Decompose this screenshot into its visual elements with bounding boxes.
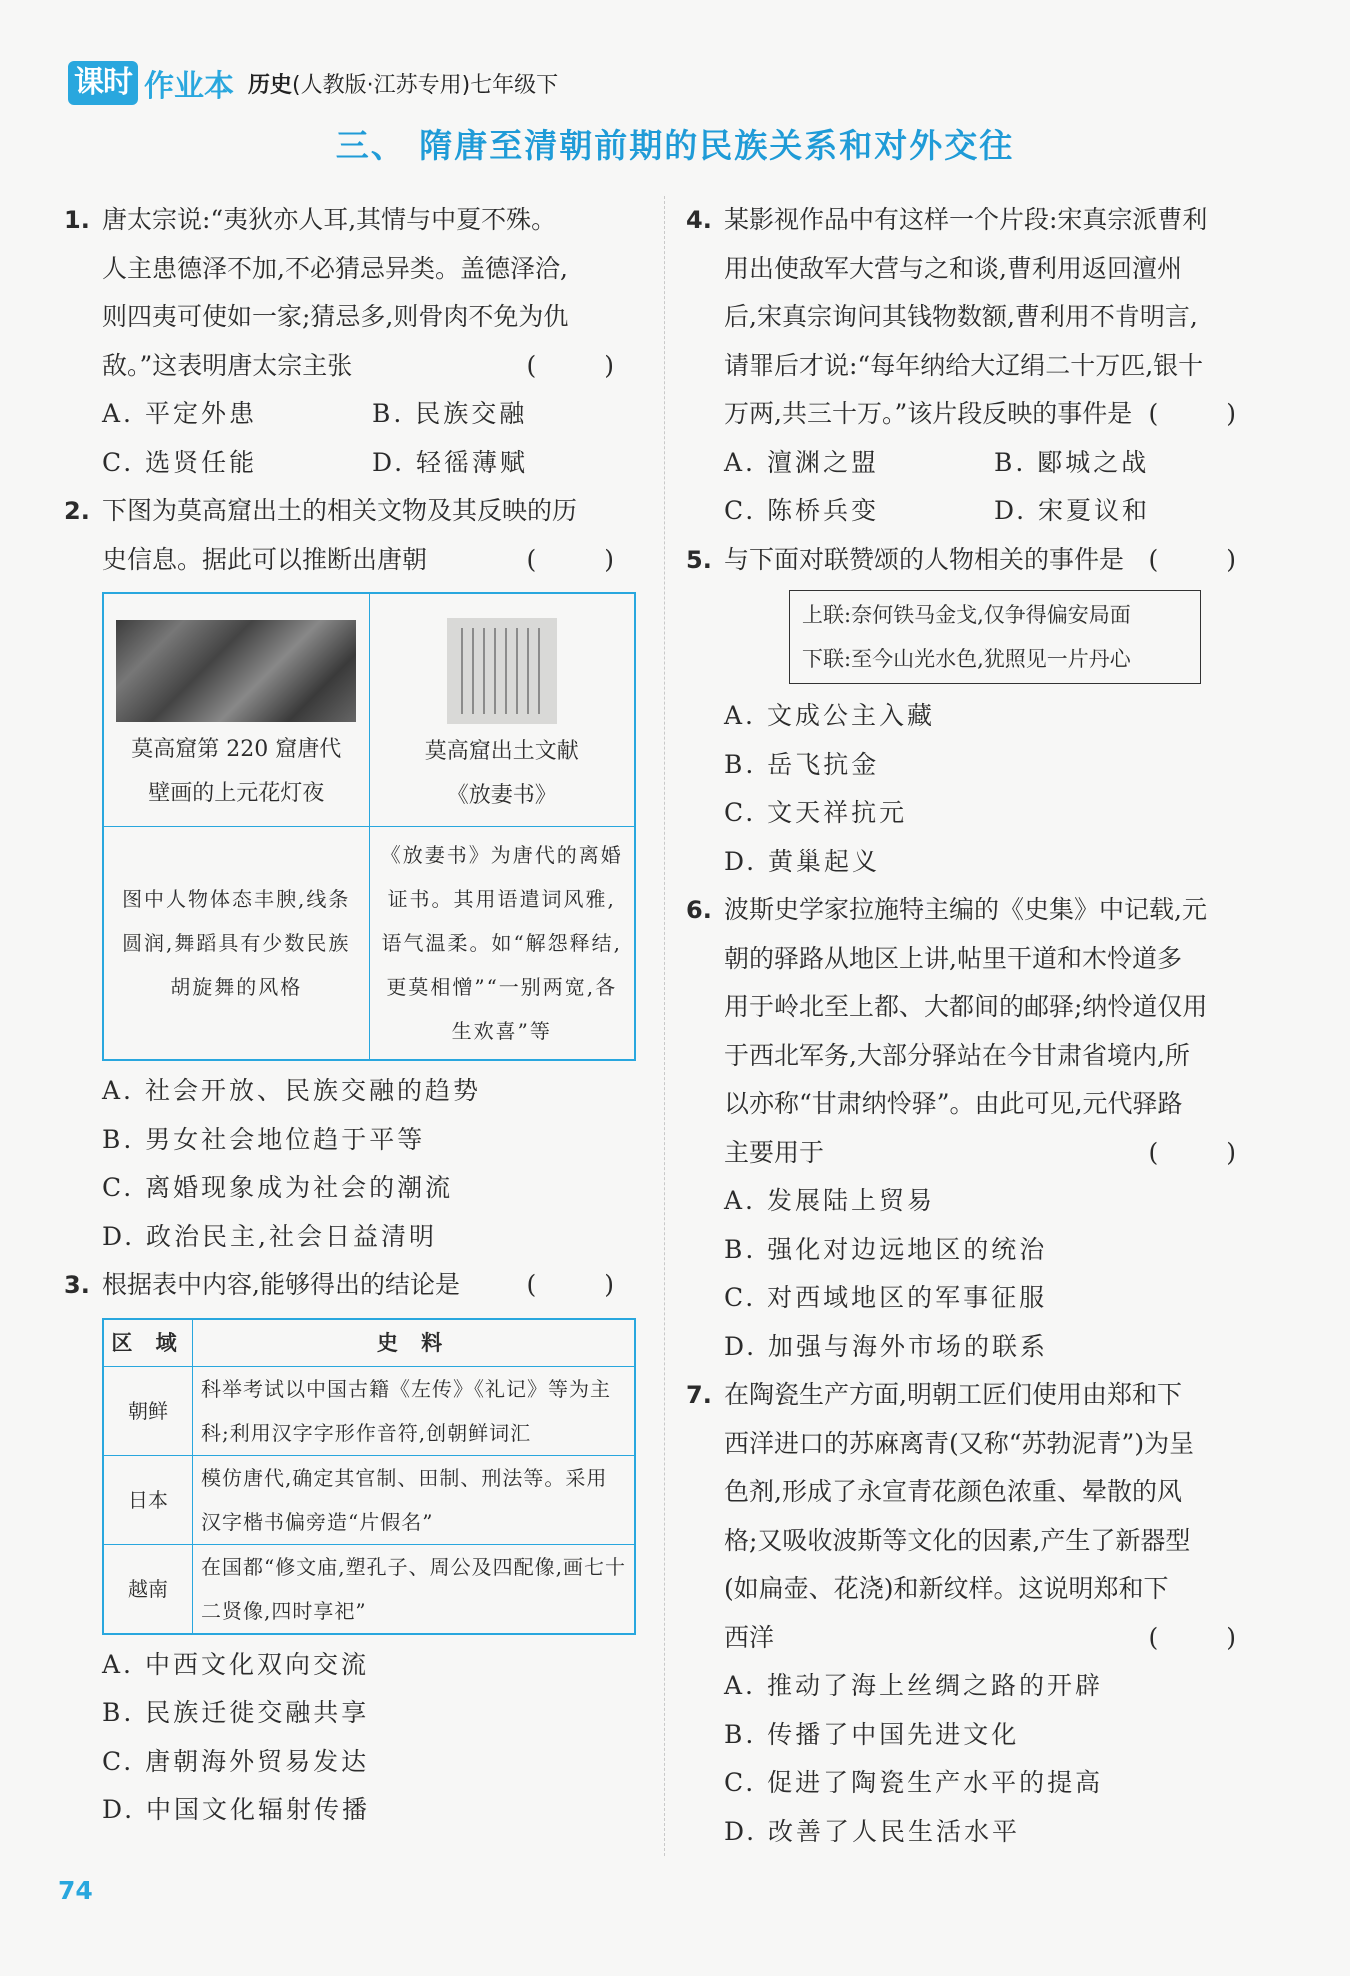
info-cell: 《放妻书》为唐代的离婚证书。其用语遣词风雅,语气温柔。如“解怨释结,更莫相憎”“一别两宽,各生欢喜”等 bbox=[369, 827, 635, 1061]
option-a: A. 推动了海上丝绸之路的开辟 bbox=[724, 1671, 1103, 1700]
option-c: C. 对西域地区的军事征服 bbox=[724, 1283, 1048, 1312]
stem-line: 唐太宗说:“夷狄亦人耳,其情与中夏不殊。 bbox=[102, 205, 557, 234]
answer-blank: ( ) bbox=[526, 1270, 644, 1299]
option-a: A. 中西文化双向交流 bbox=[102, 1649, 369, 1679]
option-b: B. 强化对边远地区的统治 bbox=[724, 1234, 1048, 1264]
stem-line bbox=[102, 1261, 644, 1310]
stem-line: 朝的驿路从地区上讲,帖里干道和木怜道多 bbox=[724, 943, 1182, 973]
stem-line bbox=[724, 390, 1266, 439]
options bbox=[64, 390, 644, 487]
question-number: 6. bbox=[686, 896, 712, 924]
option-d: D. 黄巢起义 bbox=[724, 846, 881, 876]
table-row bbox=[103, 1544, 635, 1634]
section-title: 三、 隋唐至清朝前期的民族关系和对外交往 bbox=[335, 126, 1015, 165]
question-6 bbox=[686, 886, 1266, 1177]
caption-line: 壁画的上元花灯夜 bbox=[148, 781, 325, 806]
stem-line bbox=[102, 536, 644, 585]
stem-line: 下图为莫高窟出土的相关文物及其反映的历 bbox=[102, 496, 578, 525]
question-4 bbox=[686, 196, 1266, 439]
option-c: C. 陈桥兵变 bbox=[724, 496, 880, 525]
question-number: 5. bbox=[686, 545, 712, 574]
table-row bbox=[103, 1366, 635, 1455]
option-d: D. 改善了人民生活水平 bbox=[724, 1816, 1021, 1846]
question-stem bbox=[724, 1371, 1266, 1662]
option-a: A. 平定外患 bbox=[102, 399, 257, 428]
option-a: A. 澶渊之盟 bbox=[724, 447, 879, 477]
stem-line: 请罪后才说:“每年纳给大辽绢二十万匹,银十 bbox=[724, 350, 1204, 380]
artifact-cell bbox=[103, 593, 369, 827]
stem-line: 用出使敌军大营与之和谈,曹利用返回澶州 bbox=[724, 253, 1182, 283]
option-a: A. 社会开放、民族交融的趋势 bbox=[102, 1076, 481, 1105]
stem-line bbox=[724, 1614, 1266, 1663]
subject-label bbox=[248, 68, 558, 99]
stem-line: 于西北军务,大部分驿站在今甘肃省境内,所 bbox=[724, 1040, 1190, 1070]
option-d: D. 中国文化辐射传播 bbox=[102, 1795, 371, 1824]
info-cell: 图中人物体态丰腴,线条圆润,舞蹈具有少数民族胡旋舞的风格 bbox=[103, 827, 369, 1061]
question-number: 1. bbox=[64, 206, 90, 234]
answer-blank: ( ) bbox=[1148, 1622, 1266, 1652]
question-stem bbox=[724, 196, 1266, 439]
stem-line bbox=[102, 342, 644, 391]
question-stem bbox=[102, 1261, 644, 1310]
option-c: C. 唐朝海外贸易发达 bbox=[102, 1746, 370, 1776]
source-cell: 在国都“修文庙,塑孔子、周公及四配像,画七十二贤像,四时享祀” bbox=[193, 1544, 636, 1634]
stem-line: 西洋进口的苏麻离青(又称“苏勃泥青”)为呈 bbox=[724, 1428, 1195, 1458]
caption-line: 莫高窟出土文献 bbox=[424, 739, 579, 764]
stem-text: 史信息。据此可以推断出唐朝 bbox=[102, 544, 428, 574]
option-b: B. 民族迁徙交融共享 bbox=[102, 1698, 370, 1727]
stem-text: 西洋 bbox=[724, 1622, 775, 1652]
question-stem bbox=[724, 536, 1266, 585]
region-cell: 日本 bbox=[103, 1455, 193, 1544]
option-c: C. 选贤任能 bbox=[102, 447, 258, 477]
caption-line: 《放妻书》 bbox=[446, 783, 557, 808]
stem-line: 色剂,形成了永宣青花颜色浓重、晕散的风 bbox=[724, 1477, 1182, 1506]
stem-text: 主要用于 bbox=[724, 1137, 825, 1167]
question-stem bbox=[102, 196, 644, 390]
stem-line: 以亦称“甘肃纳怜驿”。由此可见,元代驿路 bbox=[724, 1089, 1183, 1118]
question-number: 3. bbox=[64, 1271, 90, 1299]
subject-name: 历史 bbox=[248, 72, 293, 98]
option-b: B. 民族交融 bbox=[372, 399, 528, 428]
answer-blank: ( ) bbox=[1148, 544, 1266, 574]
answer-blank: ( ) bbox=[1148, 399, 1266, 428]
option-d: D. 加强与海外市场的联系 bbox=[724, 1331, 1049, 1361]
stem-line bbox=[724, 536, 1266, 585]
answer-blank: ( ) bbox=[1148, 1137, 1266, 1167]
history-table bbox=[102, 1318, 636, 1635]
question-stem bbox=[102, 487, 644, 584]
column-header-region: 区 域 bbox=[103, 1319, 193, 1367]
couplet-upper: 上联:奈何铁马金戈,仅争得偏安局面 bbox=[802, 603, 1131, 627]
document-image bbox=[447, 618, 557, 724]
page-number: 74 bbox=[58, 1876, 93, 1905]
question-7 bbox=[686, 1371, 1266, 1662]
question-5 bbox=[686, 536, 1266, 585]
left-column bbox=[64, 196, 644, 1835]
subject-edition: (人教版·江苏专用)七年级下 bbox=[292, 72, 559, 98]
option-c: C. 离婚现象成为社会的潮流 bbox=[102, 1173, 454, 1202]
question-stem bbox=[724, 886, 1266, 1177]
option-a: A. 文成公主入藏 bbox=[724, 701, 935, 730]
stem-line: 则四夷可使如一家;猜忌多,则骨肉不免为仇 bbox=[102, 302, 569, 331]
stem-line: 用于岭北至上都、大都间的邮驿;纳怜道仅用 bbox=[724, 992, 1208, 1021]
option-b: B. 岳飞抗金 bbox=[724, 749, 880, 779]
couplet-lower: 下联:至今山光水色,犹照见一片丹心 bbox=[802, 647, 1131, 671]
answer-blank: ( ) bbox=[526, 350, 644, 380]
couplet-box bbox=[789, 590, 1201, 684]
stem-line: 后,宋真宗询问其钱物数额,曹利用不肯明言, bbox=[724, 302, 1198, 331]
question-3 bbox=[64, 1261, 644, 1310]
logo-text: 作业本 bbox=[144, 69, 234, 104]
brand-logo bbox=[68, 60, 234, 106]
stem-line: 波斯史学家拉施特主编的《史集》中记载,元 bbox=[724, 895, 1207, 924]
stem-text: 根据表中内容,能够得出的结论是 bbox=[102, 1270, 460, 1299]
stem-line: 人主患德泽不加,不必猜忌异类。盖德泽洽, bbox=[102, 253, 568, 283]
question-1 bbox=[64, 196, 644, 390]
question-number: 2. bbox=[64, 497, 90, 525]
stem-text: 与下面对联赞颂的人物相关的事件是 bbox=[724, 544, 1125, 574]
option-d: D. 轻徭薄赋 bbox=[372, 447, 529, 477]
column-header-sources: 史 料 bbox=[193, 1319, 636, 1367]
option-b: B. 郾城之战 bbox=[994, 447, 1150, 477]
stem-line bbox=[724, 1129, 1266, 1178]
artifact-cell bbox=[369, 593, 635, 827]
artifact-table-wrap bbox=[102, 592, 644, 1061]
column-divider bbox=[664, 196, 665, 1856]
source-cell: 模仿唐代,确定其官制、田制、刑法等。采用汉字楷书偏旁造“片假名” bbox=[193, 1455, 636, 1544]
source-cell: 科举考试以中国古籍《左传》《礼记》等为主科;利用汉字字形作音符,创朝鲜词汇 bbox=[193, 1366, 636, 1455]
option-d: D. 宋夏议和 bbox=[994, 496, 1151, 525]
option-d: D. 政治民主,社会日益清明 bbox=[102, 1221, 437, 1251]
answer-blank: ( ) bbox=[526, 544, 644, 574]
options bbox=[686, 439, 1266, 536]
option-c: C. 促进了陶瓷生产水平的提高 bbox=[724, 1768, 1104, 1797]
caption-line: 莫高窟第 220 窟唐代 bbox=[131, 737, 342, 762]
question-2 bbox=[64, 487, 644, 584]
region-cell: 越南 bbox=[103, 1544, 193, 1634]
table-row bbox=[103, 1455, 635, 1544]
stem-text: 敌。”这表明唐太宗主张 bbox=[102, 350, 353, 380]
stem-line: 格;又吸收波斯等文化的因素,产生了新器型 bbox=[724, 1525, 1191, 1555]
page-header bbox=[68, 60, 558, 106]
option-c: C. 文天祥抗元 bbox=[724, 798, 908, 827]
right-column bbox=[686, 196, 1266, 1856]
option-b: B. 男女社会地位趋于平等 bbox=[102, 1124, 426, 1154]
question-number: 4. bbox=[686, 206, 712, 234]
stem-line: 在陶瓷生产方面,明朝工匠们使用由郑和下 bbox=[724, 1380, 1182, 1409]
option-b: B. 传播了中国先进文化 bbox=[724, 1719, 1020, 1749]
option-a: A. 发展陆上贸易 bbox=[724, 1186, 935, 1215]
region-cell: 朝鲜 bbox=[103, 1366, 193, 1455]
stem-line: (如扁壶、花浇)和新纹样。这说明郑和下 bbox=[724, 1574, 1169, 1603]
history-table-wrap bbox=[102, 1318, 644, 1635]
artifact-table bbox=[102, 592, 636, 1061]
stem-text: 万两,共三十万。”该片段反映的事件是 bbox=[724, 399, 1133, 428]
stem-line: 某影视作品中有这样一个片段:宋真宗派曹利 bbox=[724, 205, 1208, 234]
question-number: 7. bbox=[686, 1381, 712, 1409]
logo-mark: 课时 bbox=[68, 61, 138, 105]
mural-image bbox=[116, 620, 356, 722]
